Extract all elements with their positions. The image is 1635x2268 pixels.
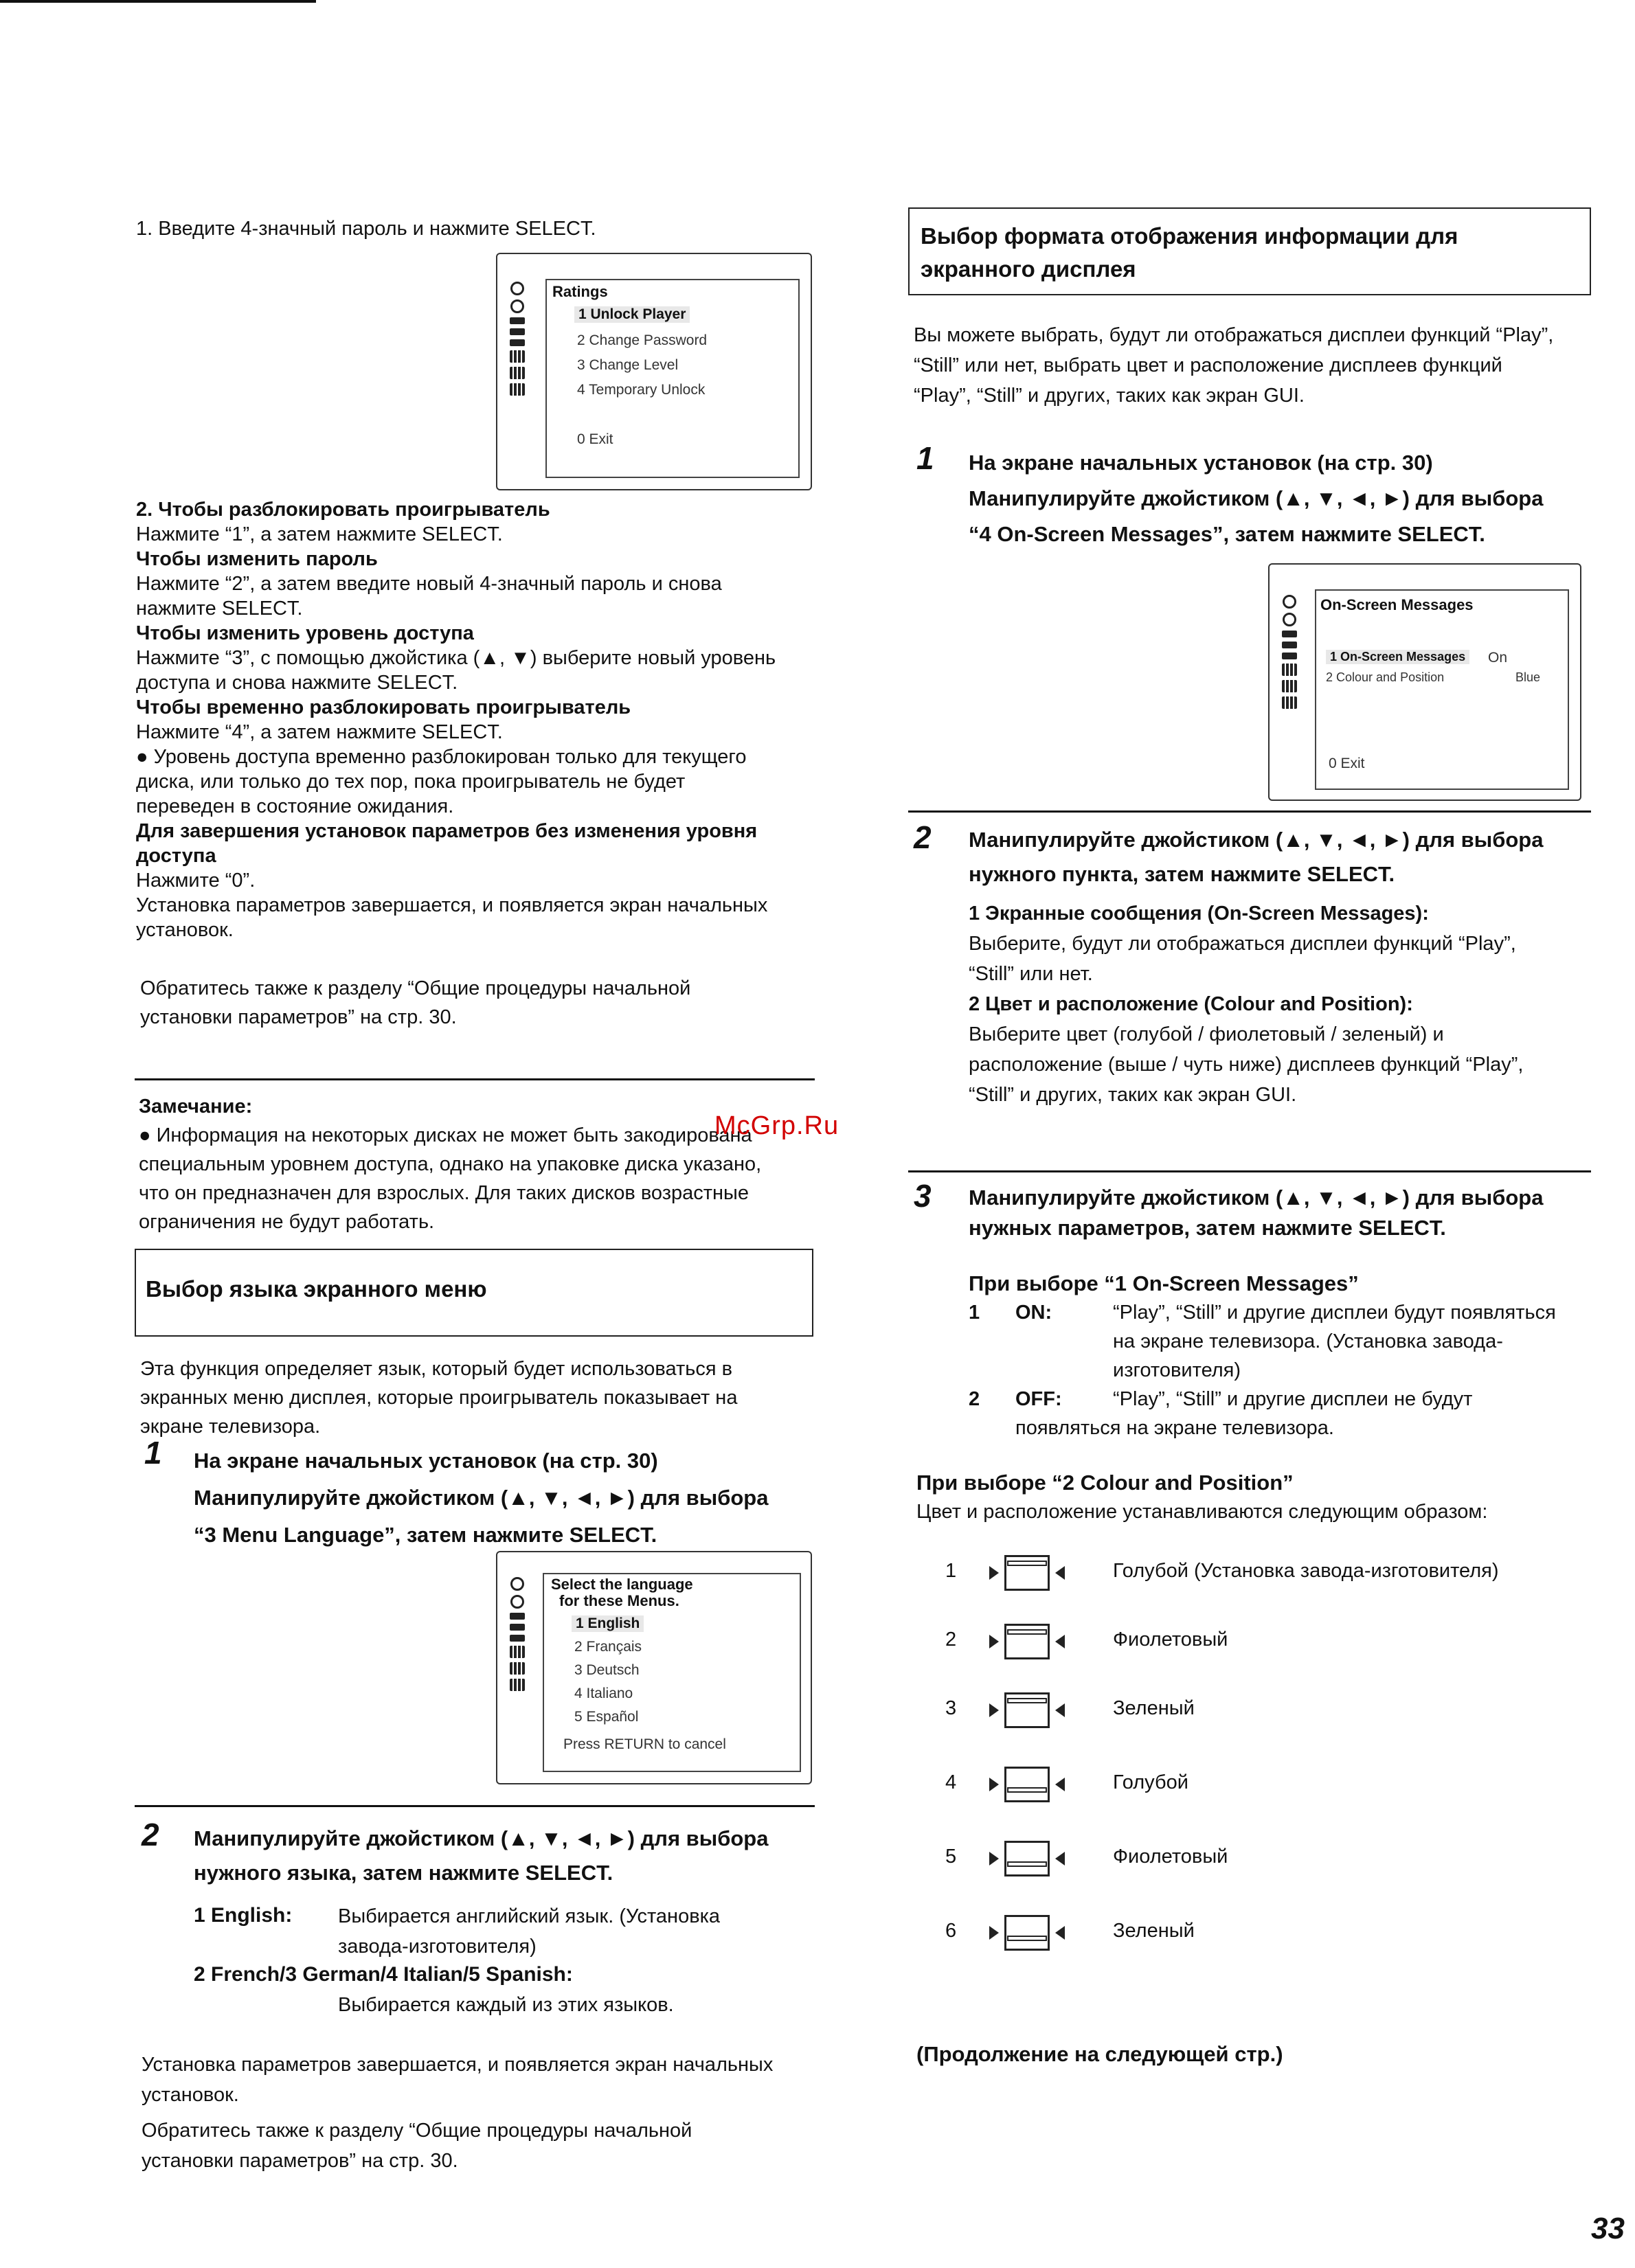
bar-icon: [510, 1613, 525, 1620]
language-osd-title: Select the language: [551, 1576, 693, 1593]
temp-unlock-text: Нажмите “4”, а затем нажмите SELECT.: [136, 721, 503, 743]
change-level-heading: Чтобы изменить уровень доступа: [136, 622, 474, 644]
osd-icon-column: [507, 282, 528, 396]
language-intro-line: экране телевизора.: [140, 1416, 321, 1438]
page-number: 33: [1591, 2212, 1625, 2245]
tv-position-icon: [989, 1688, 1065, 1732]
bar-icon: [510, 1635, 525, 1642]
language-step2-line: Манипулируйте джойстиком (▲, ▼, ◄, ►) для выбора: [194, 1826, 769, 1850]
onscreen-messages-osd-value: Blue: [1515, 670, 1541, 684]
onscreen-messages-osd-item[interactable]: 2 Colour and Position: [1326, 670, 1445, 684]
finish-text: установок.: [136, 919, 234, 941]
position-label: Зеленый: [1113, 1697, 1195, 1719]
change-password-heading: Чтобы изменить пароль: [136, 548, 378, 570]
grid-icon: [1282, 664, 1297, 676]
arrow-right-icon: [989, 1566, 999, 1580]
language-option1-line: Выбирается английский язык. (Установка: [338, 1905, 721, 1927]
osd-format-intro-line: “Play”, “Still” и других, таких как экран GUI.: [914, 385, 1305, 407]
osd-option2-text: Выберите цвет (голубой / фиолетовый / зеленый) и: [969, 1023, 1444, 1045]
osd-step3-number: 3: [914, 1178, 932, 1214]
osm-choice-heading: При выборе “1 On-Screen Messages”: [969, 1271, 1359, 1295]
position-row: [941, 1551, 1559, 1599]
ratings-osd-title: Ratings: [552, 283, 608, 300]
language-step2-rule: [135, 1805, 815, 1807]
language-intro-line: экранных меню дисплея, которые проигрыватель показывает на: [140, 1387, 738, 1409]
osd-option2-text: расположение (выше / чуть ниже) дисплеев функций “Play”,: [969, 1054, 1524, 1076]
osd-step3-line: нужных параметров, затем нажмите SELECT.: [969, 1216, 1446, 1240]
language-osd-item[interactable]: 2 Français: [574, 1639, 642, 1655]
onscreen-messages-osd-value: On: [1488, 650, 1508, 666]
language-step1-number: 1: [144, 1435, 162, 1471]
language-option1-line: завода-изготовителя): [338, 1936, 537, 1958]
position-label: Фиолетовый: [1113, 1846, 1228, 1868]
position-number: 5: [945, 1846, 957, 1868]
position-label: Фиолетовый: [1113, 1629, 1228, 1651]
onscreen-messages-osd-exit[interactable]: 0 Exit: [1329, 756, 1365, 771]
osm-off-text: “Play”, “Still” и другие дисплеи не будут: [1113, 1388, 1473, 1410]
finish-heading-cont: доступа: [136, 845, 216, 867]
unlock-text: Нажмите “1”, а затем нажмите SELECT.: [136, 523, 503, 545]
finish-text: Нажмите “0”.: [136, 870, 256, 892]
osd-format-intro-line: “Still” или нет, выбрать цвет и расположение дисплеев функций: [914, 354, 1502, 376]
disc-icon: [510, 1577, 524, 1591]
change-password-text: нажмите SELECT.: [136, 598, 303, 620]
osd-icon-column: [507, 1577, 528, 1691]
position-number: 4: [945, 1771, 957, 1793]
bar-icon: [510, 328, 525, 335]
change-password-text: Нажмите “2”, а затем введите новый 4-значный пароль и снова: [136, 573, 722, 595]
top-corner-rule: [0, 0, 316, 3]
selected-disc-icon: [510, 299, 524, 313]
tv-position-icon: [989, 1837, 1065, 1881]
language-osd-item[interactable]: 4 Italiano: [574, 1686, 633, 1701]
ratings-osd-item[interactable]: 3 Change Level: [577, 357, 679, 373]
see-also-line: установки параметров” на стр. 30.: [140, 1006, 457, 1028]
disc-icon: [510, 1595, 524, 1609]
language-section-title: Выбор языка экранного меню: [146, 1276, 487, 1302]
temp-unlock-bullet: ● Уровень доступа временно разблокирован только для текущего: [136, 745, 823, 769]
position-row: [941, 1911, 1559, 1959]
grid-icon: [510, 1662, 525, 1675]
osm-on-number: 1: [969, 1302, 980, 1324]
grid-icon: [510, 1679, 525, 1691]
tv-position-icon: [989, 1762, 1065, 1806]
temp-unlock-bullet-cont: диска, или только до тех пор, пока проигрыватель не будет: [136, 771, 686, 793]
note-heading: Замечание:: [139, 1096, 253, 1118]
finish-text: Установка параметров завершается, и появляется экран начальных: [136, 894, 768, 916]
osd-step1-number: 1: [916, 440, 934, 476]
tv-position-icon: [989, 1551, 1065, 1595]
disc-icon: [510, 282, 524, 295]
osm-on-text: [1113, 1298, 1556, 1385]
onscreen-messages-osd-title: On-Screen Messages: [1320, 596, 1474, 613]
osm-off-number: 2: [969, 1388, 980, 1410]
grid-icon: [510, 367, 525, 379]
ratings-osd-screen: [496, 253, 812, 490]
osm-on-line: “Play”, “Still” и другие дисплеи будут появляться: [1113, 1302, 1556, 1324]
osd-step3: [969, 1183, 1543, 1243]
position-row: [941, 1837, 1559, 1885]
osd-format-section-title-line: экранного дисплея: [921, 256, 1136, 282]
osd-option2-heading: 2 Цвет и расположение (Colour and Position):: [969, 993, 1413, 1015]
grid-icon: [1282, 696, 1297, 709]
colour-position-text: Цвет и расположение устанавливаются следующим образом:: [916, 1501, 1488, 1523]
language-see-also-line: Обратитесь также к разделу “Общие процедуры начальной: [142, 2120, 692, 2142]
ratings-osd-item[interactable]: 1 Unlock Player: [574, 306, 690, 323]
osd-format-intro-line: Вы можете выбрать, будут ли отображаться дисплеи функций “Play”,: [914, 324, 1554, 346]
position-number: 3: [945, 1697, 957, 1719]
osd-step2-options: [969, 898, 1587, 1110]
onscreen-messages-osd-screen: [1268, 563, 1581, 801]
note-line: что он предназначен для взрослых. Для таких дисков возрастные: [139, 1182, 749, 1204]
bar-icon: [510, 317, 525, 324]
grid-icon: [510, 350, 525, 363]
language-option1-label: 1 English:: [194, 1904, 293, 1927]
arrow-left-icon: [1055, 1852, 1065, 1866]
language-option2-label: 2 French/3 German/4 Italian/5 Spanish:: [194, 1963, 573, 1986]
arrow-left-icon: [1055, 1778, 1065, 1791]
ratings-osd-panel: [545, 279, 800, 478]
tv-position-icon: [989, 1911, 1065, 1955]
change-level-text: Нажмите “3”, с помощью джойстика (▲, ▼) выберите новый уровень: [136, 647, 776, 669]
osm-on-line: изготовителя): [1113, 1359, 1241, 1381]
unlock-block: [136, 497, 823, 942]
unlock-heading: 2. Чтобы разблокировать проигрыватель: [136, 499, 550, 521]
osd-option1-heading: 1 Экранные сообщения (On-Screen Messages):: [969, 903, 1429, 925]
see-also-1: [140, 974, 690, 1032]
colour-position-heading: При выборе “2 Colour and Position”: [916, 1471, 1294, 1495]
language-osd-item[interactable]: 5 Español: [574, 1709, 639, 1725]
position-number: 6: [945, 1920, 957, 1942]
language-intro-line: Эта функция определяет язык, который будет использоваться в: [140, 1358, 733, 1380]
bar-icon: [510, 1624, 525, 1631]
osd-icon-column: [1279, 595, 1300, 709]
osd-step3-rule: [908, 1170, 1591, 1172]
language-step2-number: 2: [142, 1817, 159, 1852]
position-label: Голубой: [1113, 1771, 1188, 1793]
osm-on-label: ON:: [1015, 1302, 1052, 1324]
tv-position-icon: [989, 1620, 1065, 1664]
osd-step2-line: нужного пункта, затем нажмите SELECT.: [969, 862, 1395, 886]
language-finish: [142, 2050, 773, 2110]
note-line: специальным уровнем доступа, однако на упаковке диска указано,: [139, 1153, 762, 1175]
language-osd-item[interactable]: 3 Deutsch: [574, 1662, 640, 1678]
bar-icon: [1282, 642, 1297, 648]
continued-note: (Продолжение на следующей стр.): [916, 2042, 1283, 2066]
position-row: [941, 1762, 1559, 1811]
ratings-osd-item[interactable]: 2 Change Password: [577, 332, 708, 348]
language-osd-item[interactable]: 1 English: [572, 1615, 644, 1632]
language-osd-screen: [496, 1551, 812, 1784]
position-row: [941, 1688, 1559, 1736]
language-osd-footer: Press RETURN to cancel: [563, 1736, 726, 1752]
disc-icon: [1283, 613, 1296, 626]
osd-step3-line: Манипулируйте джойстиком (▲, ▼, ◄, ►) для выбора: [969, 1186, 1544, 1210]
language-step1: [194, 1442, 768, 1554]
language-step1-line: Манипулируйте джойстиком (▲, ▼, ◄, ►) для выбора: [194, 1486, 769, 1510]
osd-format-section-title-line: Выбор формата отображения информации для: [921, 223, 1458, 249]
note-line: ограничения не будут работать.: [139, 1211, 435, 1233]
bar-icon: [1282, 653, 1297, 659]
note-rule: [135, 1078, 815, 1080]
arrow-left-icon: [1055, 1635, 1065, 1648]
osd-format-intro: [914, 320, 1553, 411]
osm-off-text: появляться на экране телевизора.: [1015, 1417, 1334, 1439]
grid-icon: [1282, 680, 1297, 692]
disc-icon: [1283, 595, 1296, 609]
language-section-title-box: [135, 1249, 813, 1337]
grid-icon: [510, 1646, 525, 1658]
language-step2-line: нужного языка, затем нажмите SELECT.: [194, 1861, 613, 1885]
osd-step2: [969, 823, 1543, 892]
language-see-also: [142, 2116, 692, 2176]
osd-option1-text: Выберите, будут ли отображаться дисплеи функций “Play”,: [969, 933, 1516, 955]
osd-option2-text: “Still” и других, таких как экран GUI.: [969, 1084, 1297, 1106]
language-option2-text: Выбирается каждый из этих языков.: [338, 1994, 674, 2016]
osd-step1-line: На экране начальных установок (на стр. 30): [969, 451, 1433, 475]
osm-off-label: OFF:: [1015, 1388, 1062, 1410]
grid-icon: [510, 383, 525, 396]
bar-icon: [510, 339, 525, 346]
onscreen-messages-osd-panel: [1315, 589, 1569, 790]
position-label: Голубой (Установка завода-изготовителя): [1113, 1560, 1499, 1582]
note-line: ● Информация на некоторых дисках не может быть закодирована: [139, 1121, 826, 1150]
position-row: [941, 1620, 1559, 1668]
arrow-left-icon: [1055, 1566, 1065, 1580]
finish-heading: Для завершения установок параметров без изменения уровня: [136, 820, 758, 842]
position-label: Зеленый: [1113, 1920, 1195, 1942]
language-finish-line: Установка параметров завершается, и появляется экран начальных: [142, 2054, 774, 2076]
language-intro: [140, 1354, 737, 1441]
arrow-right-icon: [989, 1926, 999, 1940]
language-osd-title: for these Menus.: [559, 1592, 679, 1609]
ratings-osd-exit[interactable]: 0 Exit: [577, 431, 613, 447]
position-number: 2: [945, 1629, 957, 1651]
osd-step2-number: 2: [914, 819, 932, 855]
change-level-text: доступа и снова нажмите SELECT.: [136, 672, 458, 694]
osd-step1: [969, 445, 1543, 552]
onscreen-messages-osd-item[interactable]: 1 On-Screen Messages: [1326, 650, 1469, 664]
language-see-also-line: установки параметров” на стр. 30.: [142, 2150, 458, 2172]
step1-intro: 1. Введите 4-значный пароль и нажмите SELECT.: [136, 218, 596, 240]
position-number: 1: [945, 1560, 957, 1582]
language-option1-text: [338, 1901, 720, 1962]
see-also-line: Обратитесь также к разделу “Общие процедуры начальной: [140, 977, 691, 999]
temp-unlock-heading: Чтобы временно разблокировать проигрыватель: [136, 696, 631, 718]
arrow-right-icon: [989, 1852, 999, 1866]
osd-option1-text: “Still” или нет.: [969, 963, 1093, 985]
ratings-osd-item[interactable]: 4 Temporary Unlock: [577, 382, 706, 398]
arrow-right-icon: [989, 1778, 999, 1791]
arrow-right-icon: [989, 1635, 999, 1648]
language-step1-line: “3 Menu Language”, затем нажмите SELECT.: [194, 1523, 657, 1547]
arrow-left-icon: [1055, 1926, 1065, 1940]
arrow-right-icon: [989, 1703, 999, 1717]
language-step2: [194, 1822, 768, 1890]
osd-step2-rule: [908, 810, 1591, 813]
osd-format-section-title: [921, 220, 1458, 286]
watermark: McGrp.Ru: [714, 1111, 839, 1140]
language-step1-line: На экране начальных установок (на стр. 30): [194, 1449, 658, 1473]
arrow-left-icon: [1055, 1703, 1065, 1717]
osm-on-line: на экране телевизора. (Установка завода-: [1113, 1330, 1503, 1352]
bar-icon: [1282, 631, 1297, 637]
osd-step2-line: Манипулируйте джойстиком (▲, ▼, ◄, ►) для выбора: [969, 828, 1544, 852]
temp-unlock-bullet-cont: переведен в состояние ожидания.: [136, 795, 454, 817]
osd-format-section-title-box: [908, 207, 1591, 295]
language-osd-panel: [543, 1573, 801, 1772]
language-finish-line: установок.: [142, 2084, 239, 2106]
osd-step1-line: Манипулируйте джойстиком (▲, ▼, ◄, ►) для выбора: [969, 486, 1544, 510]
osd-step1-line: “4 On-Screen Messages”, затем нажмите SELECT.: [969, 522, 1485, 546]
